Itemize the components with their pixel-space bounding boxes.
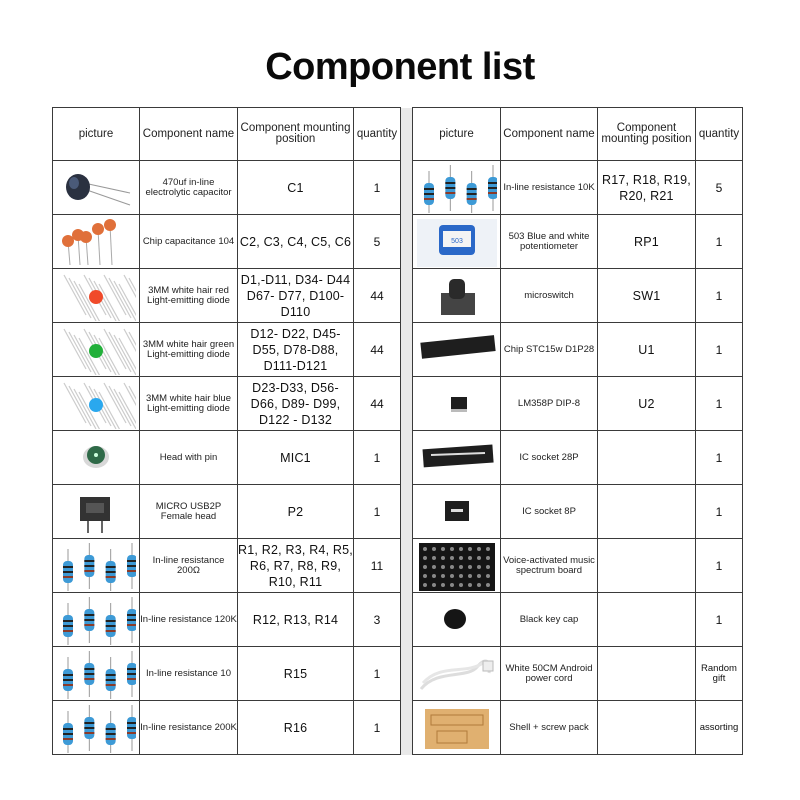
component-name: Chip STC15w D1P28 bbox=[501, 323, 598, 377]
quantity: 1 bbox=[696, 269, 743, 323]
resistor-icon bbox=[53, 703, 139, 753]
acrylic-shell-icon bbox=[413, 703, 500, 753]
mounting-position: P2 bbox=[238, 485, 354, 539]
potentiometer-icon bbox=[413, 217, 500, 267]
microphone-icon bbox=[53, 433, 139, 483]
picture-cell bbox=[413, 215, 501, 269]
table-row bbox=[53, 215, 743, 269]
picture-cell bbox=[53, 647, 140, 701]
picture-cell bbox=[413, 647, 501, 701]
page-title: Component list bbox=[265, 46, 535, 88]
component-name: White 50CM Android power cord bbox=[501, 647, 598, 701]
component-name: microswitch bbox=[501, 269, 598, 323]
mounting-position bbox=[598, 431, 696, 485]
quantity: 1 bbox=[696, 593, 743, 647]
blue-led-icon bbox=[53, 379, 139, 429]
picture-cell bbox=[413, 161, 501, 215]
table-row bbox=[53, 161, 743, 215]
picture-cell bbox=[53, 269, 140, 323]
picture-cell bbox=[413, 269, 501, 323]
quantity: assorting bbox=[696, 701, 743, 755]
picture-cell bbox=[53, 431, 140, 485]
dip8-chip-icon bbox=[413, 379, 500, 429]
pcb-board-icon bbox=[413, 541, 500, 591]
mounting-position: R12, R13, R14 bbox=[238, 593, 354, 647]
mounting-position bbox=[598, 701, 696, 755]
component-name: IC socket 28P bbox=[501, 431, 598, 485]
quantity: Random gift bbox=[696, 647, 743, 701]
quantity: 44 bbox=[354, 323, 401, 377]
mounting-position: D12- D22, D45- D55, D78-D88, D111-D121 bbox=[238, 323, 354, 377]
picture-cell bbox=[413, 377, 501, 431]
component-name: Voice-activated music spectrum board bbox=[501, 539, 598, 593]
mounting-position bbox=[598, 647, 696, 701]
micro-usb-socket-icon bbox=[53, 487, 139, 537]
mounting-position: R17, R18, R19, R20, R21 bbox=[598, 161, 696, 215]
picture-cell bbox=[413, 593, 501, 647]
ic-socket-8p-icon bbox=[413, 487, 500, 537]
table-row bbox=[53, 377, 743, 431]
picture-cell bbox=[413, 431, 501, 485]
quantity: 3 bbox=[354, 593, 401, 647]
picture-cell bbox=[53, 539, 140, 593]
mounting-position: R16 bbox=[238, 701, 354, 755]
mounting-position bbox=[598, 593, 696, 647]
component-name: Shell + screw pack bbox=[501, 701, 598, 755]
picture-cell bbox=[413, 701, 501, 755]
component-name: In-line resistance 200Ω bbox=[140, 539, 238, 593]
table-row bbox=[53, 431, 743, 485]
component-name: IC socket 8P bbox=[501, 485, 598, 539]
header-row bbox=[53, 108, 743, 161]
quantity: 5 bbox=[354, 215, 401, 269]
header-mounting-position: Component mounting position bbox=[238, 108, 354, 161]
mounting-position bbox=[598, 485, 696, 539]
table-row bbox=[53, 485, 743, 539]
red-led-icon bbox=[53, 271, 139, 321]
component-name: In-line resistance 10K bbox=[501, 161, 598, 215]
component-name: 3MM white hair blue Light-emitting diode bbox=[140, 377, 238, 431]
quantity: 1 bbox=[354, 647, 401, 701]
resistor-icon bbox=[53, 541, 139, 591]
resistor-icon bbox=[53, 649, 139, 699]
usb-cable-icon bbox=[413, 649, 500, 699]
quantity: 1 bbox=[696, 323, 743, 377]
quantity: 1 bbox=[696, 485, 743, 539]
mounting-position bbox=[598, 539, 696, 593]
component-name: 3MM white hair red Light-emitting diode bbox=[140, 269, 238, 323]
column-gap bbox=[401, 593, 413, 647]
column-gap bbox=[401, 323, 413, 377]
component-name: MICRO USB2P Female head bbox=[140, 485, 238, 539]
component-name: Black key cap bbox=[501, 593, 598, 647]
component-name: In-line resistance 200K bbox=[140, 701, 238, 755]
table-row bbox=[53, 539, 743, 593]
column-gap bbox=[401, 647, 413, 701]
quantity: 11 bbox=[354, 539, 401, 593]
component-name: 3MM white hair green Light-emitting diode bbox=[140, 323, 238, 377]
component-name: 470uf in-line electrolytic capacitor bbox=[140, 161, 238, 215]
quantity: 5 bbox=[696, 161, 743, 215]
key-cap-icon bbox=[413, 595, 500, 645]
table-row bbox=[53, 701, 743, 755]
component-table bbox=[52, 107, 743, 755]
picture-cell bbox=[53, 161, 140, 215]
mounting-position: D23-D33, D56- D66, D89- D99, D122 - D132 bbox=[238, 377, 354, 431]
picture-cell bbox=[53, 701, 140, 755]
header-mounting-position: Component mounting position bbox=[598, 108, 696, 161]
column-gap bbox=[401, 431, 413, 485]
resistor-icon bbox=[413, 163, 500, 213]
quantity: 1 bbox=[354, 701, 401, 755]
svg-text:503: 503 bbox=[450, 237, 463, 245]
resistor-icon bbox=[53, 595, 139, 645]
dip28-chip-icon bbox=[413, 325, 500, 375]
quantity: 44 bbox=[354, 269, 401, 323]
header-quantity: quantity bbox=[354, 108, 401, 161]
column-gap bbox=[401, 108, 413, 161]
picture-cell bbox=[53, 485, 140, 539]
electrolytic-capacitor-icon bbox=[53, 163, 139, 213]
quantity: 1 bbox=[354, 161, 401, 215]
picture-cell bbox=[413, 539, 501, 593]
ceramic-capacitor-icon bbox=[53, 217, 139, 267]
component-name: LM358P DIP-8 bbox=[501, 377, 598, 431]
picture-cell bbox=[413, 485, 501, 539]
quantity: 1 bbox=[354, 485, 401, 539]
picture-cell bbox=[53, 215, 140, 269]
mounting-position: D1,-D11, D34- D44 D67- D77, D100- D110 bbox=[238, 269, 354, 323]
mounting-position: SW1 bbox=[598, 269, 696, 323]
mounting-position: C1 bbox=[238, 161, 354, 215]
picture-cell bbox=[53, 377, 140, 431]
column-gap bbox=[401, 269, 413, 323]
mounting-position: R1, R2, R3, R4, R5, R6, R7, R8, R9, R10, R11 bbox=[238, 539, 354, 593]
component-name: In-line resistance 10 bbox=[140, 647, 238, 701]
quantity: 44 bbox=[354, 377, 401, 431]
component-name: Chip capacitance 104 bbox=[140, 215, 238, 269]
table-row bbox=[53, 269, 743, 323]
component-name: 503 Blue and white potentiometer bbox=[501, 215, 598, 269]
quantity: 1 bbox=[696, 431, 743, 485]
mounting-position: R15 bbox=[238, 647, 354, 701]
component-name: In-line resistance 120K bbox=[140, 593, 238, 647]
mounting-position: U1 bbox=[598, 323, 696, 377]
microswitch-icon bbox=[413, 271, 500, 321]
table-row bbox=[53, 647, 743, 701]
header-quantity: quantity bbox=[696, 108, 743, 161]
column-gap bbox=[401, 377, 413, 431]
mounting-position: MIC1 bbox=[238, 431, 354, 485]
table-row bbox=[53, 593, 743, 647]
mounting-position: RP1 bbox=[598, 215, 696, 269]
quantity: 1 bbox=[354, 431, 401, 485]
mounting-position: C2, C3, C4, C5, C6 bbox=[238, 215, 354, 269]
picture-cell bbox=[53, 323, 140, 377]
column-gap bbox=[401, 539, 413, 593]
mounting-position: U2 bbox=[598, 377, 696, 431]
picture-cell bbox=[413, 323, 501, 377]
quantity: 1 bbox=[696, 377, 743, 431]
header-component-name: Component name bbox=[501, 108, 598, 161]
column-gap bbox=[401, 485, 413, 539]
header-picture: picture bbox=[413, 108, 501, 161]
quantity: 1 bbox=[696, 539, 743, 593]
component-name: Head with pin bbox=[140, 431, 238, 485]
header-component-name: Component name bbox=[140, 108, 238, 161]
table-row bbox=[53, 323, 743, 377]
quantity: 1 bbox=[696, 215, 743, 269]
ic-socket-28p-icon bbox=[413, 433, 500, 483]
column-gap bbox=[401, 215, 413, 269]
picture-cell bbox=[53, 593, 140, 647]
header-picture: picture bbox=[53, 108, 140, 161]
green-led-icon bbox=[53, 325, 139, 375]
column-gap bbox=[401, 161, 413, 215]
column-gap bbox=[401, 701, 413, 755]
